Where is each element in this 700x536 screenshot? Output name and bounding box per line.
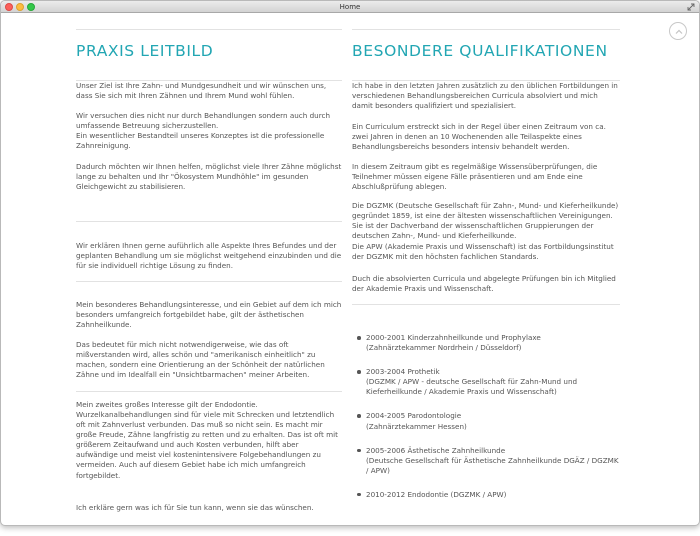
qualification-title: 2003-2004 Prothetik	[366, 367, 440, 377]
qualification-detail: (Deutsche Gesellschaft für Ästhetische Zahnheilkunde DGÄZ / DGZMK / APW)	[366, 455, 619, 475]
explain-paragraph: Wir erklären Ihnen gerne auführlich alle Aspekte Ihres Befundes und der geplanten Behandlung um sie möglichst weitgehend einzubinden und die für sie individuell richtige Lösung zu finden.	[76, 241, 342, 271]
qualification-paragraph-4: Die DGZMK (Deutsche Gesellschaft für Zahn-, Mund- und Kieferheilkunde) gegründet 1859, ist eine der ältesten wissenschaftlichen Vereinigungen. Sie ist der Dachverband der wissenschaftlichen Gruppierungen der deutschen Zahn-, Mund- und Kieferheilkunde.	[352, 201, 619, 241]
qualification-detail: (Zahnärztekammer Nordrhein / Düsseldorf)	[366, 343, 522, 353]
endo-paragraph-2: Wurzelkanalbehandlungen sind für viele mit Schrecken und letztendlich oft mit Zahnverlust verbunden. Das muß so nicht sein. Es macht mir große Freude, Zähne langfristig zu retten und zu erhalten. Das ist oft mit größerem Zeitaufwand und auch Kosten verbunden, hilft aber aufwändige und meist viel kostenintensivere Folgebehandlungen zu vermeiden. Auch auf diesem Gebiet habe ich mich umfangreich fortgebildet.	[76, 410, 338, 480]
divider	[352, 29, 620, 30]
window-title: Home	[339, 3, 361, 11]
divider	[76, 221, 342, 222]
interest-paragraph-1: Mein besonderes Behandlungsinteresse, und ein Gebiet auf dem ich mich besonders umfangreich fortgebildet habe, gilt der ästhetischen Zahnheilkunde.	[76, 300, 342, 330]
intro-paragraph-4: Dadurch möchten wir Ihnen helfen, möglichst viele Ihrer Zähne möglichst lange zu behalten und Ihr "Ökosystem Mundhöhle" im gesunden Gleichgewicht zu stabilisieren.	[76, 162, 342, 192]
chevron-up-icon	[673, 26, 685, 38]
interest-paragraph-2: Das bedeutet für mich nicht notwendigerweise, wie das oft mißverstanden wird, alles schön und "amerikanisch einheitlich" zu machen, sondern eine Orientierung an der Schönheit der natürlichen Zähne und im Idealfall ein "Unsichtbarmachen" meiner Arbeiten.	[76, 340, 325, 380]
intro-paragraph-3: Ein wesentlicher Bestandteil unseres Konzeptes ist die professionelle Zahnreinigung.	[76, 131, 325, 151]
closing-paragraph: Ich erkläre gern was ich für Sie tun kann, wenn sie das wünschen.	[76, 503, 314, 512]
intro-paragraph-2: Wir versuchen dies nicht nur durch Behandlungen sondern auch durch umfassende Betreuung sicherzustellen.	[76, 111, 331, 131]
qualification-title: 2010-2012 Endodontie (DGZMK / APW)	[366, 489, 507, 499]
title-bar	[1, 1, 699, 13]
qualification-paragraph-3: In diesem Zeitraum gibt es regelmäßige Wissensüberprüfungen, die Teilnehmer müssen eigene Fälle präsentieren und am Ende eine Abschlußprüfung ablegen.	[352, 162, 598, 192]
qualification-list	[352, 333, 620, 514]
endo-paragraph-1: Mein zweites großes Interesse gilt der Endodontie.	[76, 400, 258, 409]
divider	[76, 29, 342, 30]
qualification-title: 2004-2005 Parodontologie	[366, 411, 462, 421]
qualification-title: 2000-2001 Kinderzahnheilkunde und Prophylaxe	[366, 333, 541, 342]
divider	[352, 304, 620, 305]
list-item	[352, 333, 620, 353]
list-item	[352, 411, 620, 431]
qualification-title: 2005-2006 Ästhetische Zahnheilkunde	[366, 445, 506, 455]
fullscreen-icon[interactable]	[687, 3, 695, 11]
qualification-paragraph-6: Duch die absolvierten Curricula und abgelegte Prüfungen bin ich Mitglied der Akademie Praxis und Wissenschaft.	[352, 274, 616, 294]
list-item	[352, 490, 620, 500]
intro-paragraph-1: Unser Ziel ist Ihre Zahn- und Mundgesundheit und wir wünschen uns, dass Sie sich mit Ihren Zähnen und Ihrem Mund wohl fühlen.	[76, 81, 327, 101]
page-content	[1, 14, 699, 526]
list-item	[352, 446, 620, 476]
divider	[76, 391, 342, 392]
divider	[76, 281, 342, 282]
qualification-paragraph-2: Ein Curriculum erstreckt sich in der Regel über einen Zeitraum von ca. zwei Jahren in denen an 10 Wochenenden alle Teilaspekte eines Behandlungsbereichs besonders intensiv behandelt werden.	[352, 122, 606, 152]
qualification-paragraph-5: Die APW (Akademie Praxis und Wissenschaft) ist das Fortbildungsinstitut der DGZMK mit den höchsten fachlichen Standards.	[352, 242, 614, 262]
list-item	[352, 367, 620, 397]
qualification-detail: (Zahnärztekammer Hessen)	[366, 421, 467, 431]
heading-praxis-leitbild: PRAXIS LEITBILD	[76, 42, 214, 60]
qualification-paragraph-1: Ich habe in den letzten Jahren zusätzlich zu den üblichen Fortbildungen in verschiedenen Behandlungsbereichen Curricula absolviert und mich damit besonders qualifiziert und spezialisiert.	[352, 81, 618, 111]
scroll-to-top-button[interactable]	[669, 22, 687, 40]
qualification-detail: (DGZMK / APW - deutsche Gesellschaft für Zahn-Mund und Kieferheilkunde / Akademie Praxis und Wissenschaft)	[366, 377, 578, 397]
heading-besondere-qualifikationen: BESONDERE QUALIFIKATIONEN	[352, 42, 608, 60]
